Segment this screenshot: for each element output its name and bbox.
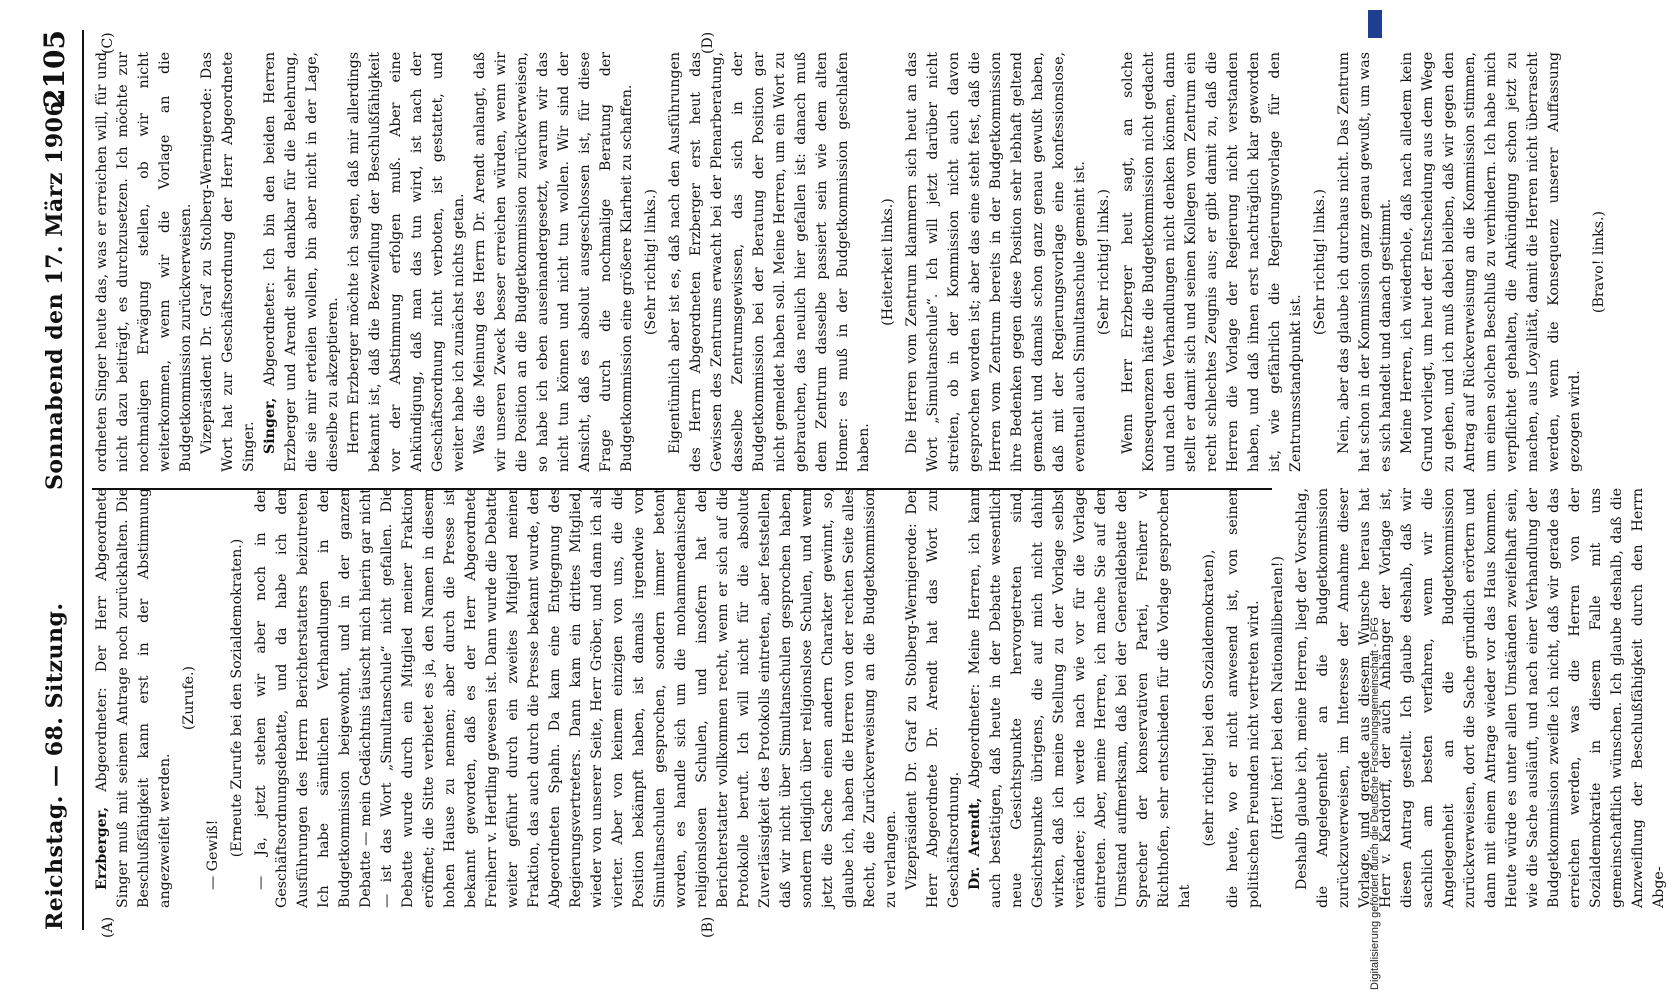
paragraph-text: Abgeordneter: Ich bin den beiden Herren Erzberger und Arendt sehr dankbar für die Belehrung, die sie mir erteilen wollen, bin aber nicht in der Lage, dieselbe zu akzeptieren. xyxy=(262,52,341,472)
paragraph xyxy=(470,52,638,472)
paragraph-text: Nein, aber das glaube ich durchaus nicht. Das Zentrum hat schon in der Kommission ganz genau gewußt, um was es sich handelt und danach gestimmt. xyxy=(1336,52,1394,472)
header-session: Reichstag. — 68. Sitzung. xyxy=(42,602,68,930)
margin-marker-c: (C) xyxy=(100,32,116,54)
paragraph xyxy=(251,488,902,908)
page-number: 2105 xyxy=(38,30,71,108)
paragraph xyxy=(1334,52,1397,472)
column-divider xyxy=(92,488,1272,490)
paragraph xyxy=(197,52,260,472)
paragraph-text: Vizepräsident Dr. Graf zu Stolberg-Wernigerode: Der Herr Abgeordnete Dr. Arendt hat das Wort zur Geschäftsordnung. xyxy=(904,488,962,908)
paragraph-text: Abgeordneter: Der Herr Abgeordnete Singer muß mit seinem Antrage noch zurückhalten. Die Beschlußfähigkeit kann erst in der Abstimmung angezweifelt werden. xyxy=(94,488,173,908)
interjection: (Heiterkeit links.) xyxy=(880,198,896,326)
speaker-name: Dr. Arendt, xyxy=(967,797,983,890)
interjection: (Erneute Zurufe bei den Sozialdemokraten.) xyxy=(229,538,245,858)
paragraph xyxy=(1223,488,1265,908)
margin-marker-d: (D) xyxy=(700,31,716,54)
dfg-logo-icon xyxy=(1368,10,1382,38)
paragraph xyxy=(665,52,875,472)
interjection: (sehr richtig! bei den Sozialdemokraten), xyxy=(1201,549,1217,847)
interjection: (Sehr richtig! links.) xyxy=(1096,188,1112,336)
paragraph xyxy=(1292,488,1670,908)
paragraph-text: Wenn Herr Erzberger heut sagt, an solche Konsequenzen hätte die Budgetkommission nicht gedacht und nach den Verhandlungen nicht denken können, dann stellt er damit sich und seinen Kollegen vom Zentrum ein recht schlechtes Zeugnis aus; er gibt damit zu, daß die Herren die Vorlage der Regierung nicht verstanden haben, und daß ihnen erst nachträglich klar geworden ist, wie gefährlich die Regierungsvorlage für den Zentrumsstandpunkt ist. xyxy=(1120,52,1304,472)
paragraph xyxy=(902,52,1091,472)
paragraph-text: die heute, wo er nicht anwesend ist, von seinen politischen Freunden nicht vertreten wird. xyxy=(1225,488,1262,908)
interjection: (Zurufe.) xyxy=(181,665,197,731)
paragraph-text: Deshalb glaube ich, meine Herren, liegt der Vorschlag, die Angelegenheit an die Budgetkommission zurückzuverweisen, im Interesse der Annahme dieser Vorlage, und gerade aus diesem Wunsche heraus hat Herr v. Kardorff, der auch Anhänger der Vorlage ist, diesen Antrag gestellt. Ich glaube deshalb, daß wir sachlich am besten verfahren, wenn wir die Angelegenheit an die Budgetkommission zurückverweisen, dort die Sache gründlich erörtern und dann mit einem Antrage wieder vor das Haus kommen. Heute würde es unter allen Umständen zweifelhaft sein, wie die Sache ausläuft, und nach einer Verhandlung der Budgetkommission zweifle ich nicht, daß wir gerade das erreichen werden, was die Herren von der Sozialdemokratie in diesem Falle mit uns gemeinschaftlich wünschen. Ich glaube deshalb, daß die Anzweiflung der Beschlußfähigkeit durch den Herrn Abge- xyxy=(1294,488,1667,908)
interjection: (Hört! hört! bei den Nationalliberalen!) xyxy=(1270,555,1286,841)
speaker-name: Singer, xyxy=(262,397,278,454)
paragraph xyxy=(344,52,470,472)
interjection: (Bravo! links.) xyxy=(1591,210,1607,314)
right-text-column xyxy=(92,52,1607,472)
paragraph xyxy=(1397,52,1586,472)
paragraph xyxy=(965,488,1196,908)
interjection: (Sehr richtig! links.) xyxy=(1312,188,1328,336)
page-header xyxy=(38,30,84,930)
margin-marker-a: (A) xyxy=(100,916,116,938)
paragraph-text: Was die Meinung des Herrn Dr. Arendt anlangt, daß wir unseren Zweck besser erreichen würden, wenn wir die Position an die Budgetkommission zurückverweisen, so habe ich eben auseinandergesetzt, warum wir das nicht tun können und nicht tun wollen. Wir sind der Ansicht, daß es absolut ausgeschlossen ist, für diese Frage durch die nochmalige Beratung der Budgetkommission eine größere Klarheit zu schaffen. xyxy=(472,52,635,472)
interjection: (Sehr richtig! links.) xyxy=(643,188,659,336)
paragraph-text: — Ja, jetzt stehen wir aber noch in der Geschäftsordnungsdebatte, und da habe ich den Ausführungen des Herrn Berichterstatters beizutreten. Ich habe sämtlichen Verhandlungen in der Budgetkommission beigewohnt, und in der ganzen Debatte — mein Gedächtnis täuscht mich hierin gar nicht — ist das Wort „Simultanschule“ nicht gefallen. Die Debatte wurde durch ein Mitglied meiner Fraktion eröffnet; die Sitte verbietet es ja, den Namen in diesem hohen Hause zu nennen; aber durch die Presse ist bekannt geworden, daß es der Herr Abgeordnete Freiherr v. Hertling gewesen ist. Dann wurde die Debatte weiter geführt durch ein zweites Mitglied meiner Fraktion, das auch durch die Presse bekannt wurde, den Abgeordneten Spahn. Da kam eine Entgegnung des Regierungsvertreters. Dann kam ein drittes Mitglied, wieder von unserer Seite, Herr Gröber, und dann ich als vierter. Aber von keinem einzigen von uns, die die Position bekämpft haben, ist damals irgendwie von Simultanschulen gesprochen, sondern immer betont worden, es handle sich um die mohammedanischen religionslosen Schulen, und insofern hat der Berichterstatter vollkommen recht, wenn er sich auf die Protokolle beruft. Ich will nicht für die absolute Zuverlässigkeit des Protokolls eintreten, aber feststellen, daß wir nicht über Simultanschulen gesprochen haben, sondern lediglich über religionslose Schulen, und wenn jetzt die Sache einen andern Charakter gewinnt, so, glaube ich, haben die Herren von der rechten Seite alles Recht, die Zurückverweisung an die Budgetkommission zu verlangen. xyxy=(253,488,899,908)
header-date: Sonnabend den 17. März 1906. xyxy=(42,92,68,490)
paragraph xyxy=(1118,52,1307,472)
paragraph-text: Die Herren vom Zentrum klammern sich heut an das Wort „Simultanschule“. Ich will jetzt darüber nicht streiten, ob in der Kommission nicht auch davon gesprochen worden ist; aber das eine steht fest, daß die Herren vom Zentrum bereits in der Budgetkommission ihre Bedenken gegen diese Position sehr lebhaft geltend gemacht und damals schon ganz genau gewußt haben, daß mit der Regierungsvorlage eine konfessionslose, eventuell auch Simultanschule gemeint ist. xyxy=(904,52,1088,472)
dfg-notice-text: Digitalisierung gefördert durch die Deutsche Forschungsgemeinschaft - DFG xyxy=(1369,617,1381,990)
paragraph-text: Eigentümlich aber ist es, daß nach den Ausführungen des Herrn Abgeordneten Erzberger erst heut das Gewissen des Zentrums erwacht bei der Plenarberatung, dasselbe Zentrumsgewissen, das sich in der Budgetkommission bei der Beratung der Position gar nicht gemeldet haben soll. Meine Herren, um ein Wort zu gebrauchen, das neulich hier gefallen ist: danach muß dem Zentrum dasselbe passiert sein wie dem alten Homer: es muß in der Budgetkommission geschlafen haben. xyxy=(667,52,872,472)
paragraph-text: Meine Herren, ich wiederhole, daß nach alledem kein Grund vorliegt, um heut der Entscheidung aus dem Wege zu gehen, und ich muß dabei bleiben, daß wir gegen den Antrag auf Rückverweisung an die Kommission stimmen, um einen solchen Beschluß zu verhindern. Ich habe mich verpflichtet gehalten, die Ankündigung schon jetzt zu machen, aus Loyalität, damit die Herren nicht überrascht werden, wenn die Konsequenz unserer Auffassung gezogen wird. xyxy=(1399,52,1583,472)
paragraph xyxy=(92,488,176,908)
paragraph xyxy=(902,488,965,908)
paragraph xyxy=(203,488,224,908)
paragraph-text: — Gewiß! xyxy=(205,819,221,890)
paragraph-text: Herrn Erzberger möchte ich sagen, daß mir allerdings bekannt ist, daß die Bezweiflung der Beschlußfähigkeit vor der Abstimmung erfolgen muß. Aber eine Ankündigung, daß man das tun wird, ist nach der Geschäftsordnung nicht verboten, ist gestattet, und weiter habe ich zunächst nichts getan. xyxy=(346,52,467,472)
dfg-notice xyxy=(1368,10,1382,990)
paragraph-text: Abgeordneter: Meine Herren, ich kann auch bestätigen, daß heute in der Debatte wesentlich neue Gesichtspunkte hervorgetreten sind, Gesichtspunkte übrigens, die auf mich nicht dahin wirken, daß ich meine Stellung zu der Vorlage selbst verändere; ich werde nach wie vor für die Vorlage eintreten. Aber, meine Herren, ich mache Sie auf den Umstand aufmerksam, daß bei der Generaldebatte der Sprecher der konservativen Partei, Freiherr v. Richthofen, sehr entschieden für die Vorlage gesprochen hat xyxy=(967,488,1193,908)
paragraph-text: Vizepräsident Dr. Graf zu Stolberg-Wernigerode: Das Wort hat zur Geschäftsordnung der Herr Abgeordnete Singer. xyxy=(199,52,257,472)
paragraph xyxy=(92,52,197,472)
margin-marker-b: (B) xyxy=(700,916,716,938)
paragraph xyxy=(260,52,344,472)
paragraph-text: ordneten Singer heute das, was er erreichen will, für und nicht dazu beiträgt, es durchzusetzen. Ich möchte zur nochmaligen Erwägung stellen, ob wir nicht weiterkommen, wenn wir die Vorlage an die Budgetkommission zurückverweisen. xyxy=(94,52,194,472)
speaker-name: Erzberger, xyxy=(94,806,110,890)
